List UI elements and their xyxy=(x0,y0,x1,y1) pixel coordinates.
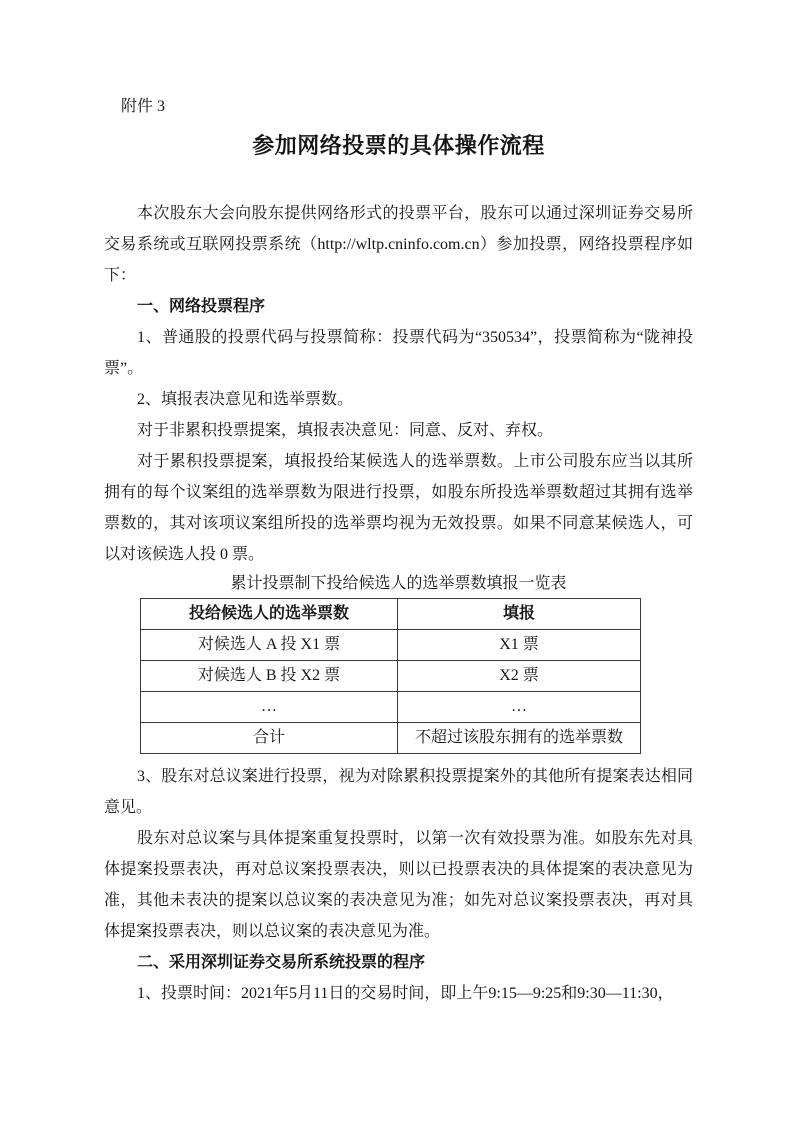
paragraph-cumulative: 对于累积投票提案，填报投给某候选人的选举票数。上市公司股东应当以其所拥有的每个议案组的选举票数为限进行投票，如股东所投选举票数超过其拥有选举票数的，其对该项议案组所投的选举票均视为无效投票。如果不同意某候选人，可以对该候选人投 0 票。 xyxy=(104,453,693,563)
table-row xyxy=(141,661,641,692)
table-row xyxy=(141,692,641,723)
paragraph-fill-opinion: 2、填报表决意见和选举票数。 xyxy=(137,391,354,408)
table-row xyxy=(141,630,641,661)
paragraph-intro: 本次股东大会向股东提供网络形式的投票平台，股东可以通过深圳证券交易所交易系统或互联网投票系统（http://wltp.cninfo.com.cn）参加投票，网络投票程序如下： xyxy=(104,205,693,284)
paragraph-general-proposal: 3、股东对总议案进行投票，视为对除累积投票提案外的其他所有提案表达相同意见。 xyxy=(104,768,693,816)
section-1-heading: 一、网络投票程序 xyxy=(137,298,266,315)
cumulative-vote-table xyxy=(140,598,641,754)
paragraph-non-cumulative: 对于非累积投票提案，填报表决意见：同意、反对、弃权。 xyxy=(137,422,554,439)
table-cell-candidate-b: 对候选人 B 投 X2 票 xyxy=(141,661,398,692)
paragraph-vote-code: 1、普通股的投票代码与投票简称：投票代码为“350534”，投票简称为“陇神投票”。 xyxy=(104,329,693,377)
paragraph-duplicate-vote: 股东对总议案与具体提案重复投票时，以第一次有效投票为准。如股东先对具体提案投票表决，再对总议案投票表决，则以已投票表决的具体提案的表决意见为准，其他未表决的提案以总议案的表决意见为准；如先对总议案投票表决，再对具体提案投票表决，则以总议案的表决意见为准。 xyxy=(104,830,693,940)
table-cell-total: 合计 xyxy=(141,723,398,754)
table-cell-candidate-a: 对候选人 A 投 X1 票 xyxy=(141,630,398,661)
attachment-label: 附件 3 xyxy=(121,98,166,115)
section-2-heading: 二、采用深圳证券交易所系统投票的程序 xyxy=(137,954,426,971)
table-cell-candidate-b-fill: X2 票 xyxy=(398,661,641,692)
table-cell-ellipsis: … xyxy=(141,692,398,723)
table-caption: 累计投票制下投给候选人的选举票数填报一览表 xyxy=(230,575,567,592)
page-title: 参加网络投票的具体操作流程 xyxy=(252,133,545,158)
table-row xyxy=(141,723,641,754)
table-cell-ellipsis-fill: … xyxy=(398,692,641,723)
paragraph-vote-time: 1、投票时间：2021年5月11日的交易时间，即上午9:15—9:25和9:30—11:30， xyxy=(137,985,674,1002)
table-header-fill-in: 填报 xyxy=(398,599,641,630)
table-cell-total-fill: 不超过该股东拥有的选举票数 xyxy=(398,723,641,754)
table-header-votes-for-candidate: 投给候选人的选举票数 xyxy=(141,599,398,630)
table-header-row xyxy=(141,599,641,630)
table-cell-candidate-a-fill: X1 票 xyxy=(398,630,641,661)
